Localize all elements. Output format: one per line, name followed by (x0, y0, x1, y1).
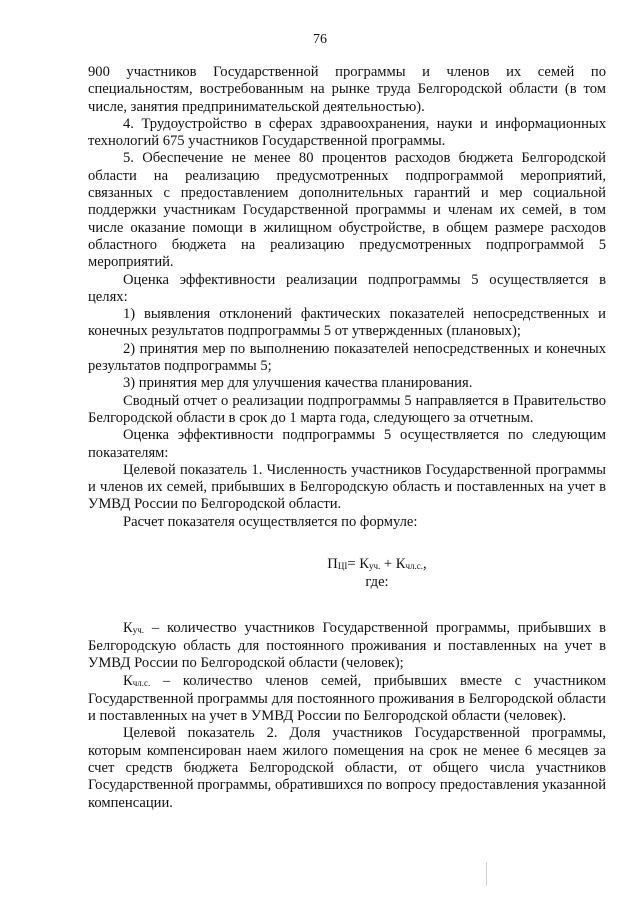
paragraph-8: Сводный отчет о реализации подпрограммы 5 направляется в Правительство Белгородской области в срок до 1 марта года, следующего за отчетным. (88, 392, 606, 426)
formula-tail: , (423, 556, 427, 573)
paragraph-7: 3) принятия мер для улучшения качества планирования. (123, 375, 473, 392)
page-number: 76 (313, 32, 327, 47)
definition-symbol: К (123, 672, 133, 689)
definition-subscript: уч. (132, 624, 145, 635)
formula-term2-sub: чл.с. (405, 561, 424, 572)
definition-text: – количество членов семей, прибывших вместе с участником Государственной программы для постоянного проживания в Белгородской области и поставленных на учет в УМВД России по Белгородской области (человек). (88, 672, 606, 725)
paragraph-5: 1) выявления отклонений фактических показателей непосредственных и конечных результатов подпрограммы 5 от утвержденных (плановых); (88, 306, 606, 340)
document-body (88, 64, 606, 812)
paragraph-11: Расчет показателя осуществляется по формуле: (123, 513, 418, 530)
formula-eq: = К (347, 556, 369, 573)
paragraph-10: Целевой показатель 1. Численность участников Государственной программы и членов их семей, прибывших в Белгородскую область и поставленных на учет в УМВД России по Белгородской области. (88, 461, 606, 513)
formula-lhs-sub: ЦI (337, 561, 348, 572)
definition-text: – количество участников Государственной программы, прибывших в Белгородскую область для постоянного проживания и поставленных на учет в УМВД России по Белгородской области (человек); (88, 619, 606, 672)
formula-where: где: (365, 574, 389, 591)
paragraph-2: 4. Трудоустройство в сферах здравоохранения, науки и информационных технологий 675 участников Государственной программы. (88, 115, 606, 150)
formula-plus: + К (380, 556, 406, 573)
scan-artifact (486, 862, 487, 886)
paragraph-1: 900 участников Государственной программы и членов их семей по специальностям, востребованным на рынке труда Белгородской области (в том числе, занятия предпринимательской деятельностью). (88, 64, 606, 115)
paragraph-6: 2) принятия мер по выполнению показателей непосредственных и конечных результатов подпрограммы 5; (88, 340, 606, 375)
definition-k-uch (88, 620, 606, 673)
definition-subscript: чл.с. (132, 677, 151, 688)
paragraph-4: Оценка эффективности реализации подпрограммы 5 осуществляется в целях: (88, 271, 606, 305)
formula-term1-sub: уч. (368, 561, 381, 572)
formula-lhs: П (327, 556, 338, 573)
definition-k-chls (88, 673, 606, 726)
paragraph-9: Оценка эффективности подпрограммы 5 осуществляется по следующим показателям: (88, 427, 606, 461)
paragraph-3: 5. Обеспечение не менее 80 процентов расходов бюджета Белгородской области на реализацию предусмотренных подпрограммой мероприятий, связанных с предоставлением дополнительных гарантий и мер социальной поддержки участникам Государственной программы и членам их семей, в том числе оказание помощи в жилищном обустройстве, в общем размере расходов областного бюджета на реализацию предусмотренных подпрограммой 5 мероприятий. (88, 150, 606, 271)
paragraph-final: Целевой показатель 2. Доля участников Государственной программы, которым компенсирован наем жилого помещения на срок не менее 6 месяцев за счет средств бюджета Белгородской области, от общего числа участников Государственной программы, обратившихся по вопросу предоставления указанной компенсации. (88, 725, 606, 811)
definition-symbol: К (123, 619, 133, 636)
formula (88, 556, 606, 574)
